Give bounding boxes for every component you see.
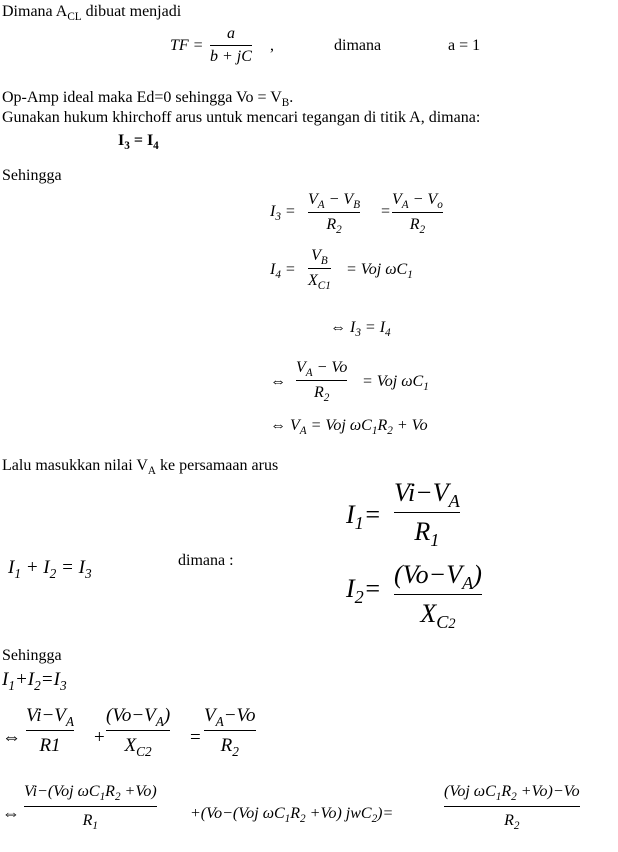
iff1-mid: = I bbox=[360, 319, 386, 336]
final2-fraction-3 bbox=[444, 783, 580, 833]
big-i1-eq: = bbox=[363, 500, 382, 529]
i4-num-sub: B bbox=[320, 255, 328, 268]
kcl2-a-sub: 1 bbox=[8, 677, 15, 693]
final2-f3-num bbox=[444, 783, 580, 804]
final1-f3-num-rest: −Vo bbox=[223, 705, 256, 726]
i4-lhs-sub: 4 bbox=[275, 269, 281, 282]
tf-comma: , bbox=[270, 37, 274, 54]
lalu-rest: ke persamaan arus bbox=[156, 457, 279, 474]
kcl-c-sub: 3 bbox=[84, 565, 92, 581]
big-i1-lhs bbox=[346, 500, 382, 534]
iff2-num-sub: A bbox=[305, 367, 313, 380]
final1-f1-num-text: Vi−V bbox=[26, 705, 66, 726]
final2-f1-den bbox=[82, 812, 99, 833]
fraction-bar bbox=[204, 730, 256, 731]
final2-f1-c: +Vo) bbox=[120, 783, 157, 800]
bold-eq-b-sub: 4 bbox=[153, 140, 159, 153]
big-i2-i: I bbox=[346, 574, 355, 603]
final1-symbol: ⇔ bbox=[2, 727, 21, 748]
fraction-bar bbox=[24, 806, 157, 807]
iff2-symbol: ⇔ bbox=[270, 373, 286, 390]
iff1-sub2: 4 bbox=[385, 327, 391, 340]
final1-fraction-3 bbox=[204, 705, 256, 759]
iff2-den-sub: 2 bbox=[323, 392, 330, 405]
final2-f1-den-r: R bbox=[82, 812, 93, 829]
sehingga-1: Sehingga bbox=[2, 167, 62, 184]
iff2-rhs-sub: 1 bbox=[423, 381, 429, 394]
final2-f3-den-sub: 2 bbox=[513, 820, 520, 833]
i3-f1-den-sub: 2 bbox=[336, 224, 342, 237]
iff3-sub2: 1 bbox=[371, 425, 378, 438]
big-i1-i: I bbox=[346, 500, 355, 529]
final1-fraction-2 bbox=[106, 705, 171, 759]
final2-f1-sub2: 2 bbox=[114, 791, 121, 804]
kcl2-e: =I bbox=[40, 669, 60, 690]
final2-mid-sub3: 2 bbox=[371, 813, 378, 826]
tf-where: dimana bbox=[334, 37, 382, 54]
i3-f1-mid: − V bbox=[324, 191, 354, 208]
final2-f1-b: R bbox=[105, 783, 115, 800]
final2-f3-sub2: 2 bbox=[511, 791, 517, 804]
final2-f3-den-r: R bbox=[504, 812, 514, 829]
kcl-equation bbox=[8, 557, 92, 581]
iff3-sub3: 2 bbox=[387, 425, 393, 438]
kcl2-equation bbox=[2, 669, 67, 693]
heading-rest: dibuat menjadi bbox=[81, 3, 182, 20]
big-i2-num-sub: A bbox=[462, 573, 474, 594]
big-i2-eq: = bbox=[363, 574, 382, 603]
kcl2-c-sub: 3 bbox=[59, 677, 67, 693]
lalu-text: Lalu masukkan nilai V bbox=[2, 457, 148, 474]
heading-line bbox=[2, 3, 182, 24]
big-i2-den-sub2: 2 bbox=[448, 616, 456, 633]
i3-lhs-sub: 3 bbox=[275, 211, 281, 224]
i4-rhs-sub: 1 bbox=[407, 269, 413, 282]
bold-eq-mid: = I bbox=[129, 132, 154, 149]
final1-plus: + bbox=[94, 727, 105, 748]
final1-f2-num bbox=[106, 705, 171, 729]
kirchhoff-line: Gunakan hukum khirchoff arus untuk mencari tegangan di titik A, dimana: bbox=[2, 109, 481, 126]
fraction-bar bbox=[308, 212, 360, 213]
final1-f1-num-sub: A bbox=[65, 713, 75, 729]
final1-fraction-1 bbox=[26, 706, 74, 755]
opamp-line bbox=[2, 89, 294, 110]
final2-mid-c: +Vo) jwC bbox=[305, 805, 372, 822]
i3-f1-sub2: B bbox=[353, 199, 361, 212]
big-i1-den bbox=[414, 517, 440, 551]
bold-eq-a: I bbox=[118, 132, 125, 149]
i3-fraction-1 bbox=[308, 191, 361, 237]
i3-eq2: = bbox=[380, 203, 391, 220]
i3-f2-den-sub: 2 bbox=[419, 224, 426, 237]
iff3-rest3: + Vo bbox=[392, 417, 428, 434]
big-i2-den-sub: C bbox=[436, 612, 449, 633]
opamp-end: . bbox=[289, 89, 294, 106]
i3-lhs bbox=[270, 203, 296, 224]
final1-f2-den-sub: C2 bbox=[136, 743, 152, 759]
bold-eq-a-sub: 3 bbox=[124, 140, 130, 153]
iff-equation-3 bbox=[270, 417, 428, 438]
tf-fraction bbox=[210, 26, 252, 65]
final1-f2-num-end: ) bbox=[163, 705, 171, 726]
i3-f1-num bbox=[308, 191, 361, 212]
kcl-b-sub: 2 bbox=[49, 565, 57, 581]
fraction-bar bbox=[26, 730, 74, 731]
iff2-fraction bbox=[296, 359, 348, 405]
fraction-bar bbox=[392, 212, 443, 213]
iff2-rhs bbox=[362, 373, 429, 394]
iff3-rest2: R bbox=[377, 417, 388, 434]
big-i2-num-text: (Vo−V bbox=[394, 560, 463, 589]
tf-lhs: TF = bbox=[170, 37, 204, 54]
final2-f1-num bbox=[24, 783, 157, 804]
i4-den-sub: C1 bbox=[317, 280, 331, 293]
i3-eq: = bbox=[284, 203, 296, 220]
final1-f3-num bbox=[204, 705, 256, 729]
i3-f2-mid: − V bbox=[408, 191, 438, 208]
opamp-text: Op-Amp ideal maka Ed=0 sehingga Vo = V bbox=[2, 89, 282, 106]
big-i2-num-end: ) bbox=[473, 560, 482, 589]
big-i2-fraction bbox=[394, 560, 482, 633]
i3-f2-sub1: A bbox=[401, 199, 409, 212]
final1-f2-num-text: (Vo−V bbox=[106, 705, 156, 726]
iff2-rhs-text: = Voj ωC bbox=[362, 373, 424, 390]
iff3-text: ⇔ V bbox=[270, 417, 300, 434]
tf-a-eq: a = 1 bbox=[448, 37, 481, 54]
kcl-e: = I bbox=[56, 557, 85, 578]
final1-f3-den bbox=[220, 735, 239, 759]
final1-f3-num-sub: A bbox=[215, 713, 224, 729]
final1-f2-den-x: X bbox=[124, 735, 137, 756]
i4-den bbox=[308, 272, 331, 293]
kcl-a: I bbox=[8, 557, 15, 578]
big-i1-num-text: Vi−V bbox=[394, 478, 449, 507]
final2-f3-a: (Voj ωC bbox=[444, 783, 496, 800]
big-i2-num bbox=[394, 560, 482, 594]
final2-f1-den-sub: 1 bbox=[92, 820, 99, 833]
kcl2-a: I bbox=[2, 669, 9, 690]
big-i2-den bbox=[420, 599, 456, 633]
i4-rhs-text: = Voj ωC bbox=[346, 261, 408, 278]
heading-sub: CL bbox=[67, 11, 82, 24]
final1-f2-num-sub: A bbox=[155, 713, 164, 729]
final1-f3-num-v: V bbox=[204, 705, 216, 726]
tf-num: a bbox=[226, 25, 235, 42]
iff2-den bbox=[314, 384, 330, 405]
big-i1-fraction bbox=[394, 478, 460, 551]
final2-f1-sub1: 1 bbox=[99, 791, 106, 804]
final2-fraction-1 bbox=[24, 783, 157, 833]
lalu-sub: A bbox=[147, 465, 156, 478]
i4-fraction bbox=[308, 247, 331, 293]
big-i2-den-x: X bbox=[420, 599, 437, 628]
big-i2-lhs bbox=[346, 574, 382, 608]
final1-f3-den-r: R bbox=[220, 735, 233, 756]
i4-eq: = bbox=[284, 261, 296, 278]
final2-f1-a: Vi−(Voj ωC bbox=[24, 783, 100, 800]
final2-symbol: ⇔ bbox=[2, 803, 20, 823]
i3-f2-den bbox=[409, 216, 426, 237]
i3-f2-v: V bbox=[392, 191, 402, 208]
iff2-num-v: V bbox=[296, 359, 306, 376]
i4-lhs bbox=[270, 261, 296, 282]
fraction-bar bbox=[210, 45, 252, 46]
i3-f2-sub2: o bbox=[437, 199, 443, 212]
i3-f2-r: R bbox=[409, 216, 420, 233]
final1-f1-num bbox=[26, 705, 75, 729]
fraction-bar bbox=[444, 806, 580, 807]
i4-rhs bbox=[346, 261, 413, 282]
final2-middle bbox=[190, 805, 394, 826]
big-i1-num-sub: A bbox=[448, 491, 460, 512]
lalu-line bbox=[2, 457, 279, 478]
final1-eq: = bbox=[190, 727, 201, 748]
i3-f1-v: V bbox=[308, 191, 318, 208]
final2-mid-sub1: 1 bbox=[284, 813, 291, 826]
iff2-num-rest: − Vo bbox=[312, 359, 348, 376]
kcl2-p: +I bbox=[14, 669, 35, 690]
fraction-bar bbox=[308, 268, 331, 269]
final1-f1-den: R1 bbox=[39, 735, 61, 756]
i4-den-x: X bbox=[308, 272, 318, 289]
i3-f1-den bbox=[326, 216, 342, 237]
bold-equation bbox=[118, 132, 159, 153]
iff3-sub: A bbox=[299, 425, 307, 438]
i4-lhs-i: I bbox=[270, 261, 276, 278]
kcl-p: + I bbox=[20, 557, 50, 578]
fraction-bar bbox=[106, 730, 170, 731]
big-i2-sub: 2 bbox=[354, 587, 364, 608]
final2-mid-d: )= bbox=[377, 805, 394, 822]
big-i1-sub: 1 bbox=[354, 513, 364, 534]
i3-f1-sub1: A bbox=[317, 199, 325, 212]
kcl-a-sub: 1 bbox=[14, 565, 21, 581]
iff3-rest: = Voj ωC bbox=[306, 417, 372, 434]
i3-lhs-i: I bbox=[270, 203, 276, 220]
i3-f1-r: R bbox=[326, 216, 337, 233]
final2-f3-sub1: 1 bbox=[495, 791, 502, 804]
final2-f3-den bbox=[504, 812, 520, 833]
fraction-bar bbox=[296, 380, 347, 381]
i4-num bbox=[311, 247, 328, 268]
final1-f2-den bbox=[124, 735, 152, 759]
dimana-label: dimana : bbox=[178, 552, 234, 569]
iff-equation-1 bbox=[330, 319, 391, 340]
i3-fraction-2 bbox=[392, 191, 443, 237]
iff1-sub1: 3 bbox=[355, 327, 361, 340]
opamp-sub: B bbox=[281, 97, 290, 110]
final1-f3-den-sub: 2 bbox=[232, 743, 239, 759]
i4-num-v: V bbox=[311, 247, 321, 264]
final2-f3-c: +Vo)−Vo bbox=[516, 783, 580, 800]
iff2-den-r: R bbox=[314, 384, 324, 401]
final2-mid-sub2: 2 bbox=[300, 813, 306, 826]
final2-f3-b: R bbox=[501, 783, 512, 800]
iff1-text: ⇔ I bbox=[330, 319, 356, 336]
sehingga-2: Sehingga bbox=[2, 647, 62, 664]
heading-text: Dimana A bbox=[2, 3, 68, 20]
final2-mid-b: R bbox=[290, 805, 301, 822]
big-i1-num bbox=[394, 478, 460, 512]
fraction-bar bbox=[394, 512, 460, 513]
fraction-bar bbox=[394, 594, 482, 595]
i3-f2-num bbox=[392, 191, 443, 212]
final2-mid-a: +(Vo−(Voj ωC bbox=[190, 805, 285, 822]
big-i1-den-r: R bbox=[414, 517, 431, 546]
iff2-num bbox=[296, 359, 348, 380]
tf-den: b + jC bbox=[210, 48, 252, 65]
big-i1-den-sub: 1 bbox=[430, 530, 440, 551]
kcl2-b-sub: 2 bbox=[34, 677, 41, 693]
